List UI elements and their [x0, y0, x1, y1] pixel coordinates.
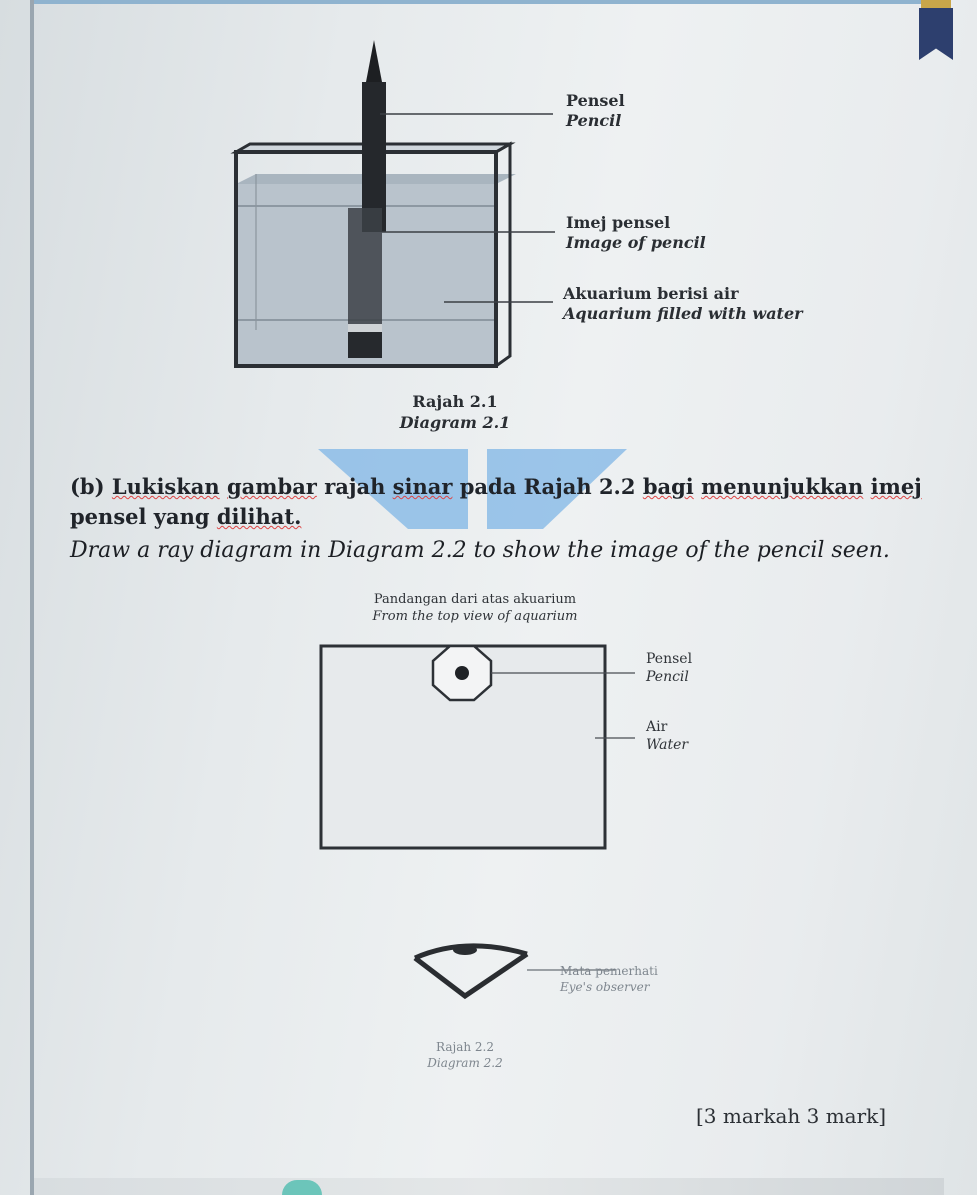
pencil-top-label: Pensel Pencil	[646, 651, 693, 686]
aquarium-diagram	[220, 34, 580, 379]
pencil-image	[348, 208, 382, 328]
diagram-2-1-caption: Rajah 2.1 Diagram 2.1	[399, 392, 511, 432]
eye-observer-label: Mata pemerhati Eye's observer	[560, 964, 658, 994]
bottom-decoration	[282, 1180, 322, 1195]
eye-lower-lid	[415, 954, 527, 996]
bookmark-icon[interactable]	[919, 8, 953, 60]
page-edge	[30, 0, 34, 1195]
aquarium-label: Akuarium berisi air Aquarium filled with water	[563, 284, 803, 323]
top-view-diagram	[315, 640, 645, 1010]
question-text-ms: (b) Lukiskan gambar rajah sinar pada Rajah 2.2 bagi menunjukkan imej pensel yang dilihat.	[70, 474, 922, 529]
pencil-label: Pensel Pencil	[566, 91, 625, 130]
pencil-lead-dot	[455, 666, 469, 680]
top-view-caption: Pandangan dari atas akuarium From the top view of aquarium	[372, 592, 578, 624]
pencil-tip	[366, 40, 382, 82]
bottom-strip	[34, 1178, 944, 1195]
image-of-pencil-label: Imej pensel Image of pencil	[566, 213, 706, 252]
eye-pupil-icon	[453, 945, 477, 955]
marks-allocation: [3 markah 3 mark]	[696, 1104, 887, 1128]
diagram-2-2-caption: Rajah 2.2 Diagram 2.2	[427, 1040, 503, 1070]
water-label: Air Water	[646, 719, 689, 754]
question-text-en: Draw a ray diagram in Diagram 2.2 to show the image of the pencil seen.	[70, 538, 890, 563]
top-border	[34, 0, 944, 4]
